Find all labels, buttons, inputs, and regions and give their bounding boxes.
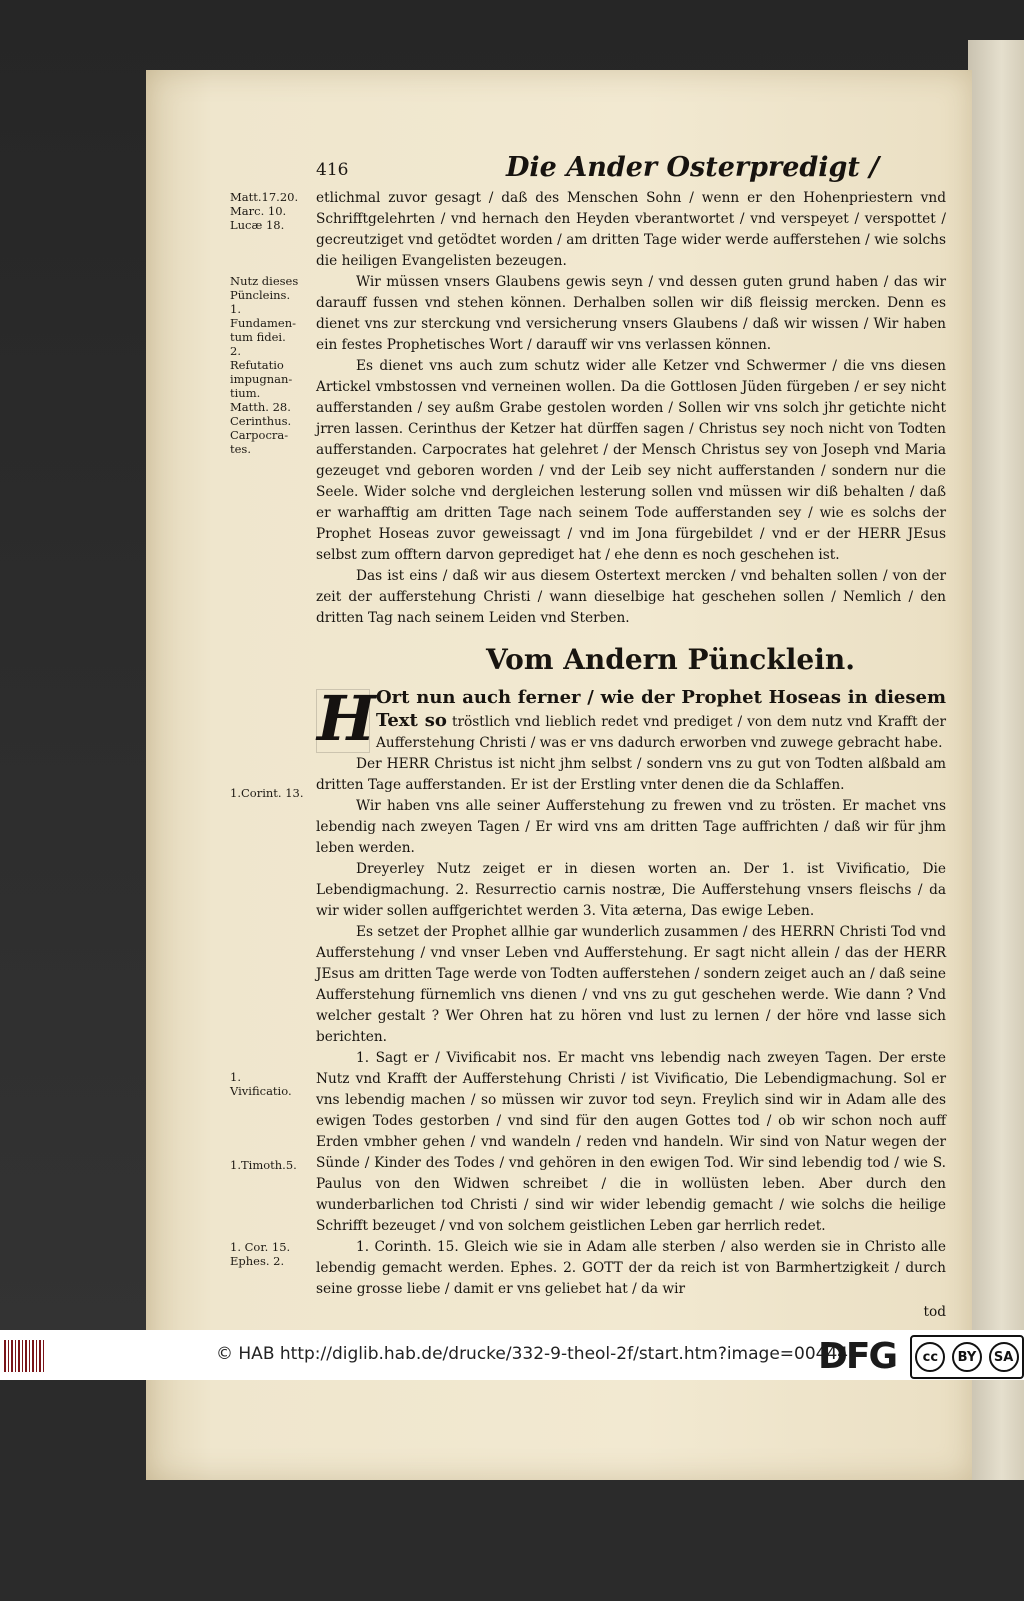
paragraph: Dreyerley Nutz zeiget er in diesen worten an. Der 1. ist Vivificatio, Die Lebendigmachung. 2. Resurrectio carnis nostræ, Die Aufferstehung vnsers fleischs / da wir wider sollen auffgerichtet werden 3. Vita æterna, Das ewige Leben. [316, 861, 946, 919]
running-head: Die Ander Osterpredigt / [506, 152, 880, 183]
adjacent-page-edge [968, 40, 1024, 1480]
margin-note: 1.Corint. 13. [230, 786, 304, 800]
paragraph: Es setzet der Prophet allhie gar wunderlich zusammen / des HERRN Christi Tod vnd Aufferstehung / vnd vnser Leben vnd Aufferstehung. Er sagt nicht allein / das der HERR JEsus am dritten Tage werde von Todten aufferstehen / sondern zeiget auch an / daß seine Aufferstehung fürnemlich vns dienen / vnd vns zu gut geschehen werde. Wie dann ? Vnd welcher gestalt ? Wer Ohren hat zu hören vnd lust zu lernen / der höre vnd lasse sich berichten. [316, 924, 946, 1045]
paragraph: Wir müssen vnsers Glaubens gewis seyn / vnd dessen guten grund haben / das wir darauff fussen vnd stehen können. Derhalben sollen wir diß fleissig mercken. Denn es dienet vns zur sterckung vnd versicherung vnsers Glaubens / daß wir wissen / Wir haben ein festes Prophetisches Wort / darauff wir vns verlassen können. [316, 274, 946, 353]
paragraph: etlichmal zuvor gesagt / daß des Menschen Sohn / wenn er den Hohenpriestern vnd Schrifftgelehrten / vnd hernach den Heyden vberantwortet / vnd verspeyet / verspottet / gecreutziget vnd getödtet worden / am dritten Tage wider werde aufferstehen / wie solchs die heiligen Evangelisten bezeugen. [316, 190, 946, 269]
lead-line: Ort nun auch ferner / wie der Prophet Hoseas in diesem Text so [376, 687, 946, 731]
paragraph: Der HERR Christus ist nicht jhm selbst / sondern vns zu gut von Todten alßbald am dritten Tage aufferstanden. Er ist der Erstling vnter denen die da Schlaffen. [316, 756, 946, 793]
margin-note: Nutz dieses Püncleins. 1. Fundamen- tum fidei. 2. Refutatio impugnan- tium. Matth. 28. Cerinthus. Carpocra- tes. [230, 274, 299, 456]
paragraph: Wir haben vns alle seiner Aufferstehung zu frewen vnd zu trösten. Er machet vns lebendig nach zweyen Tagen / Er wird vns am dritten Tage auffrichten / daß wir für jhm leben werden. [316, 798, 946, 856]
section-heading: Vom Andern Püncklein. [486, 643, 855, 676]
body-text [316, 188, 946, 1323]
cc-license-badge[interactable] [910, 1335, 1024, 1379]
sa-icon: SA [989, 1342, 1019, 1372]
decorated-initial: H [317, 682, 376, 755]
by-icon: BY [952, 1342, 982, 1372]
margin-note: 1. Cor. 15. Ephes. 2. [230, 1240, 291, 1268]
margin-note: 1. Vivificatio. [230, 1070, 292, 1098]
page-number: 416 [316, 160, 349, 180]
paragraph-rest: tröstlich vnd lieblich redet vnd prediget / von dem nutz vnd Krafft der Aufferstehung Christi / was er vns dadurch erworben vnd zuwege gebracht habe. [376, 714, 947, 751]
catchword: tod [923, 1304, 946, 1320]
paragraph: 1. Corinth. 15. Gleich wie sie in Adam alle sterben / also werden sie in Christo alle lebendig gemacht werden. Ephes. 2. GOTT der da reich ist von Barmhertzigkeit / durch seine grosse liebe / damit er vns geliebet hat / da wir [316, 1239, 946, 1297]
paragraph: 1. Sagt er / Vivificabit nos. Er macht vns lebendig nach zweyen Tagen. Der erste Nutz vnd Krafft der Aufferstehung Christi / ist Vivificatio, Die Lebendigmachung. Sol er vns lebendig machen / so müssen wir zuvor tod seyn. Freylich sind wir in Adam alle des ewigen Todes gestorben / vnd sind für den augen Gottes tod / ob wir schon noch auff Erden vmbher gehen / vnd wandeln / reden vnd handeln. Wir sind von Natur wegen der Sünde / Kinder des Todes / vnd gehören in den ewigen Tod. Wir sind lebendig tod / wie S. Paulus von den Widwen schreibet / die in wollüsten leben. Aber durch den wunderbarlichen tod Christi / sind wir wider lebendig gemacht / wie solchs die heilige Schrifft bezeuget / vnd von solchem geistlichen Leben gar herrlich redet. [316, 1050, 946, 1234]
margin-note: 1.Timoth.5. [230, 1158, 297, 1172]
paragraph: Es dienet vns auch zum schutz wider alle Ketzer vnd Schwermer / die vns diesen Artickel vmbstossen vnd verneinen wollen. Da die Gottlosen Jüden fürgeben / er sey nicht aufferstanden / sey außm Grabe gestolen worden / Sollen wir vns solch jhr getichte nicht jrren lassen. Cerinthus der Ketzer hat dürffen sagen / Christus sey noch nicht von Todten aufferstanden. Carpocrates hat gelehret / der Mensch Christus sey von Joseph vnd Maria gezeuget vnd geboren worden / vnd der Leib sey nicht aufferstanden / sondern nur die Seele. Wider solche vnd dergleichen lesterung sollen vnd müssen wir diß behalten / daß er warhafftig am dritten Tage nach seinem Tode aufferstanden sey / wie es solchs der Prophet Hoseas zuvor geweissagt / vnd im Jona fürgebildet / vnd er der HERR JEsus selbst zum offtern darvon geprediget hat / ehe denn es noch geschehen ist. [316, 358, 946, 563]
book-page [146, 70, 972, 1480]
margin-note: Matt.17.20. Marc. 10. Lucæ 18. [230, 190, 299, 232]
paragraph-with-initial [316, 682, 947, 755]
viewer-footer [0, 1330, 1024, 1380]
paragraph: Das ist eins / daß wir aus diesem Ostertext mercken / vnd behalten sollen / von der zeit der aufferstehung Christi / wann dieselbige hat geschehen sollen / Nemlich / den dritten Tag nach seinem Leiden vnd Sterben. [316, 568, 946, 626]
source-url[interactable]: © HAB http://diglib.hab.de/drucke/332-9-theol-2f/start.htm?image=00444 [216, 1344, 849, 1364]
dfg-logo: DFG [818, 1336, 897, 1377]
barcode-icon [4, 1340, 44, 1372]
cc-icon: cc [915, 1342, 945, 1372]
